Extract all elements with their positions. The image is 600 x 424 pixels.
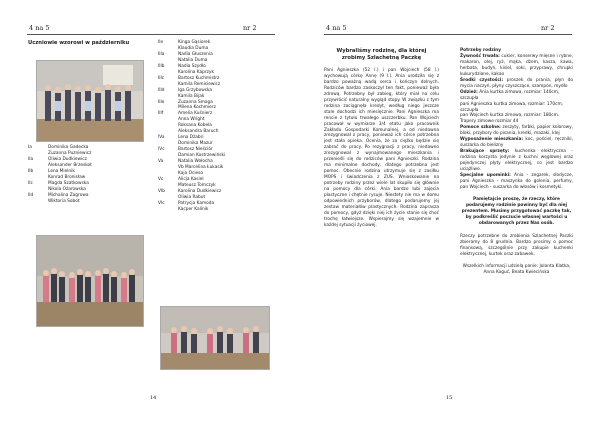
right-header-title: 4 na 5 bbox=[326, 24, 347, 32]
left-header-title: 4 na 5 bbox=[29, 24, 50, 32]
collection-info: Rzeczy potrzebne do zrobienia Szlachetnej Paczki zbieramy do 8 grudnia. Bardzo prosimy o pomoc finansową, szczególnie przy zakupie kuchenki elektrycznej, kurtek oraz zabawek. bbox=[460, 233, 573, 257]
right-page bbox=[300, 0, 600, 424]
article-title: Wybraliśmy rodzinę, dla której zrobimy Szlachetną Paczkę bbox=[336, 48, 427, 61]
right-header-issue: nr 2 bbox=[541, 24, 555, 32]
needs-cleaning: Środki czystości: proszek do prania, płyn do mycia naczyń, płyny czyszczące, szampon, mydło bbox=[460, 77, 573, 89]
needs-home: Wyposażenie mieszkania: koc, pościel, ręczniki, suszarka do bielizny bbox=[460, 137, 573, 149]
students-list-col2: IIe Kinga Gąsiorek Klaudia Duma IIIa Nadia Głuszenia Natalia Duma IIIb Nadia Szydło Karolina Kaprzyk IIIc Bartosz Kuchmistrz Kamila Remisiewicz IIId Iga Grzybowska Kamila Bijak IIIe Zuzanna Smaga Milena Kochmierz IIIf Amelia Kuśnierz Anna Wright Roksana Kobela Aleksandra Baruch IVa Lena Dżabri Dominika Mazur IVc Bartosz Nieściór Damian Kostrzewiński Va Natalia Wołocha Vb Marcelina Łukasik Kaja Ocieso Vc Alicja Kasiel Mateusz Tomczyk VIb Karolina Dudkiewicz Oliwia Rabut VIc Patrycja Kamoda Kacper Kalinik bbox=[158, 40, 226, 212]
needs-school: Pomoce szkolne: zeszyty, farbki, papier kolorowy, bloki, przybory do pisania, kredki, mazaki, klej bbox=[460, 125, 573, 137]
left-page-heading: Uczniowie wzorowi w październiku bbox=[28, 40, 130, 46]
left-header-rule bbox=[27, 34, 275, 35]
appeal-text: Pamiętajcie proszę, że rzeczy, które podarujemy rodzinie powinny być dla niej prezentem. Musimy przygotować paczkę tak, by podkreślić poczucie własnej wartości u obdarowanych przez Nas osób. bbox=[461, 196, 572, 226]
needs-clothing-ania: Odzież: Ania kurtka zimowa, rozmiar: 140cm, szczupła bbox=[460, 89, 560, 101]
needs-clothing-mother: pani Agnieszka kurtka zimowa, rozmiar: 170cm, szczupła bbox=[460, 101, 564, 113]
class-photo-right bbox=[160, 306, 270, 370]
needs-equipment: Brakujące sprzęty: kuchenka elektryczna - rodzina korzysta jedynie z kuchni węglowej oraz pojedynczej płyty elektrycznej, co jest bardzo uciążliwe. bbox=[460, 149, 573, 173]
contact-info: Wszelkich informacji udzielą panie: Jolanta Klatka, Anna Koguć, Beata Kwiecińska bbox=[462, 264, 571, 276]
needs-title: Potrzeby rodziny bbox=[460, 48, 502, 53]
right-page-number: 15 bbox=[446, 395, 453, 401]
right-header-rule bbox=[324, 34, 572, 35]
needs-clothing-father: pan Wojciech kurtka zimowa, rozmiar: 180cm. Trapery zimowe rozmiar 44 bbox=[460, 113, 560, 125]
students-list-col1: Ia Dominika Gadecka Zuzanna Puzniewicz IIa Oliwia Dudkiewicz Aleksander Brzeskot IIb Lena Mielnik Konrad Bronisław IIc Magda Szatkowska Nikola Ożarowska IId Michalina Zagrowa Wiktoria Sobot bbox=[28, 145, 92, 204]
needs-food: Żywność trwała: cukier, konserwy mięsne i rybne, makaron, olej, ryż, mąka, dżem, kasza, kawa, herbata, budyń, kisiel, soki, przyprawy, chrupki kukurydziane, kakao bbox=[460, 53, 573, 77]
needs-section bbox=[460, 48, 573, 276]
left-page-number: 14 bbox=[150, 395, 157, 401]
class-photo-top bbox=[36, 60, 144, 142]
needs-gifts: Specjalne upominki: Ania - zegarek, słodycze, pani Agnieszka - maszynka do golenia, perfumy, pan Wojciech - suszarka do włosów i kosmetyki. bbox=[460, 173, 573, 190]
class-photo-bottom bbox=[36, 235, 144, 327]
left-header-issue: nr 2 bbox=[243, 24, 257, 32]
article-body: Pani Agnieszka (52 l.) i pan Wojciech (58 l.) wychowują córkę Annę (9 l.). Ania urodziła się z bardzo poważną wadą serca i kończyn dolnych. Rodziców bardzo zaskoczył ten fakt, ponieważ była zdrową. Potrzebny był zabieg, który miał na celu przywrócić naturalny wygląd stopy. W związku z tym rodzina zaciągnęła kredyt, według niego jeszcze stale dochodzi ich miesięcznie. Pani Agnieszka ma rencie z tytułu trwałego uszczerbku. Pan Wojciech pracował w wymiarze 3/4 etatu jako pracownik Zakładu Gospodarki Komunalnej, a od niedawna zrezygnował z pracy, ponieważ ich córce potrzebna jest stała opieka. Ocenia, że za ciężko będzie się zabrać do pracy. Po rezygnacji z pracy, niedawno zrezygnował z wynajmowanego mieszkania i przenieśli się do rodziców pani Agnieszki. Rodzina ma minimalne dochody, dlatego potrzebna jest pomoc. Obecnie rodzina utrzymuje się z zasiłku MOPS i świadczenia z ZUS. Wnioskowanie na potrzeby rodziny przez wiele lat skupiło się głównie na pomocy dla córki. Ania bardzo lubi zajęcia plastyczne i chętnie rysuje. Niestety nie ma w domu odpowiednich przyborów, dlatego podarujemy jej zestaw materiałów plastycznych. Rodzina zaprasza do pomocy, gdyż dzięki niej ich życie stanie się choć trochę łatwiejsze. Wspierajmy się wzajemnie w każdej sytuacji życiowej. bbox=[324, 68, 439, 228]
